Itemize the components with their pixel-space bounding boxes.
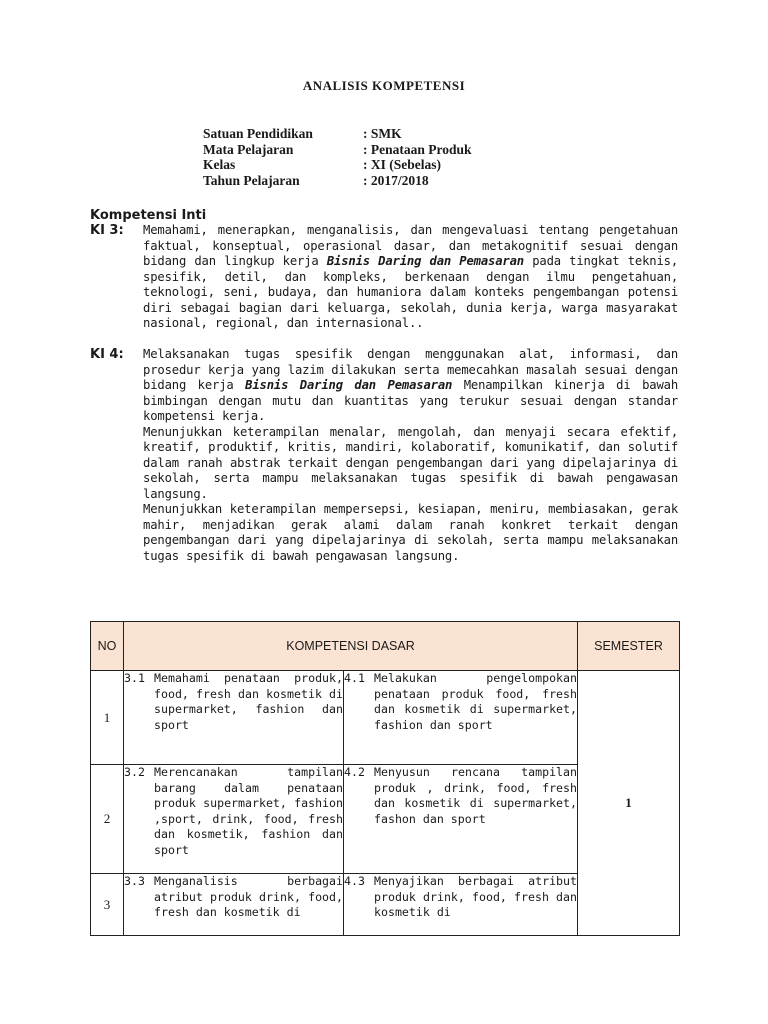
identity-label: Satuan Pendidikan: [203, 126, 313, 141]
row-number: 1: [91, 671, 124, 765]
kd4-number: 4.2: [344, 765, 365, 779]
kd4-cell: [344, 671, 578, 765]
ki4-p1-a: Melaksanakan tugas spesifik dengan menggunakan alat, informasi, dan prosedur kerja yang lazim dilakukan serta memecahkan masalah sesuai dengan bidang kerja: [143, 347, 678, 392]
kd3-number: 3.2: [124, 765, 145, 779]
ki4-paragraph-1: [143, 347, 678, 425]
kompetensi-dasar-table: [90, 621, 680, 936]
ki4-paragraph-2: Menunjukkan keterampilan menalar, mengolah, dan menyaji secara efektif, kreatif, produktif, kritis, mandiri, kolaboratif, komunikatif, dan solutif dalam ranah abstrak terkait dengan pengembangan dari yang dipelajarinya di sekolah, serta mampu melaksanakan tugas spesifik di bawah pengawasan langsung.: [143, 424, 678, 501]
ki4-block: [90, 347, 678, 564]
header-no: NO: [91, 622, 124, 671]
kd4-number: 4.1: [344, 671, 365, 685]
kd4-text: Melakukan pengelompokan penataan produk food, fresh dan kosmetik di supermarket, fashion dan sport: [374, 671, 577, 732]
kd4-cell: [344, 765, 578, 874]
ki3-label: KI 3:: [90, 223, 124, 238]
identity-label: Mata Pelajaran: [203, 141, 294, 157]
identity-row: [203, 173, 472, 189]
table-header-row: [91, 622, 680, 671]
kd3-cell: [124, 765, 344, 874]
kd3-number: 3.1: [124, 671, 145, 685]
identity-value: : XI (Sebelas): [363, 157, 441, 172]
identity-block: [203, 126, 472, 188]
row-number: 2: [91, 765, 124, 874]
identity-value: : 2017/2018: [363, 172, 429, 188]
kd3-cell: [124, 874, 344, 936]
kd4-text: Menyajikan berbagai atribut produk drink, food, fresh dan kosmetik di: [374, 874, 577, 919]
ki3-text-b: pada tingkat teknis, spesifik, detil, dan kompleks, berkenaan dengan ilmu pengetahuan, teknologi, seni, budaya, dan humaniora dalam konteks pengembangan potensi diri sebagai bagian dari keluarga, sekolah, dunia kerja, warga masyarakat nasional, regional, dan internasional..: [143, 254, 678, 330]
identity-label: Kelas: [203, 157, 236, 172]
kd3-cell: [124, 671, 344, 765]
identity-value: : SMK: [363, 126, 402, 141]
ki4-label: KI 4:: [90, 347, 124, 362]
row-number: 3: [91, 874, 124, 936]
ki3-block: [90, 223, 678, 332]
identity-row: [203, 157, 472, 173]
ki3-emphasis: Bisnis Daring dan Pemasaran: [326, 254, 524, 268]
kd4-number: 4.3: [344, 874, 365, 888]
page-title: ANALISIS KOMPETENSI: [302, 78, 466, 93]
identity-label: Tahun Pelajaran: [203, 172, 300, 188]
header-semester: SEMESTER: [578, 622, 680, 671]
table-row: [91, 671, 680, 765]
ki4-p1-b: Menampilkan kinerja di bawah bimbingan dengan mutu dan kuantitas yang terukur sesuai dengan standar kompetensi kerja.: [143, 378, 679, 423]
identity-row: [203, 142, 472, 158]
ki-heading: Kompetensi Inti: [90, 208, 207, 223]
identity-row: [203, 126, 472, 142]
kd3-text: Menganalisis berbagai atribut produk drink, food, fresh dan kosmetik di: [154, 874, 343, 919]
ki4-emphasis: Bisnis Daring dan Pemasaran: [245, 378, 453, 392]
kd3-number: 3.3: [124, 874, 145, 888]
semester-value: 1: [578, 671, 680, 936]
ki4-paragraph-3: Menunjukkan keterampilan mempersepsi, kesiapan, meniru, membiasakan, gerak mahir, menjadikan gerak alami dalam ranah konkret terkait dengan pengembangan dari yang dipelajarinya di sekolah, serta mampu melaksanakan tugas spesifik di bawah pengawasan langsung.: [143, 502, 678, 563]
kd3-text: Memahami penataan produk, food, fresh dan kosmetik di supermarket, fashion dan sport: [154, 671, 343, 732]
ki3-text: [143, 223, 678, 332]
kd3-text: Merencanakan tampilan barang dalam penataan produk supermarket, fashion ,sport, drink, food, fresh dan kosmetik, fashion dan sport: [154, 765, 343, 857]
kd4-cell: [344, 874, 578, 936]
ki3-text-a: Memahami, menerapkan, menganalisis, dan mengevaluasi tentang pengetahuan faktual, konseptual, operasional dasar, dan metakognitif sesuai dengan bidang dan lingkup kerja: [143, 223, 678, 268]
header-kompetensi-dasar: KOMPETENSI DASAR: [124, 622, 578, 671]
identity-value: : Penataan Produk: [363, 141, 472, 157]
kd4-text: Menyusun rencana tampilan produk , drink, food, fresh dan kosmetik di supermarket, fashon dan sport: [374, 765, 577, 826]
